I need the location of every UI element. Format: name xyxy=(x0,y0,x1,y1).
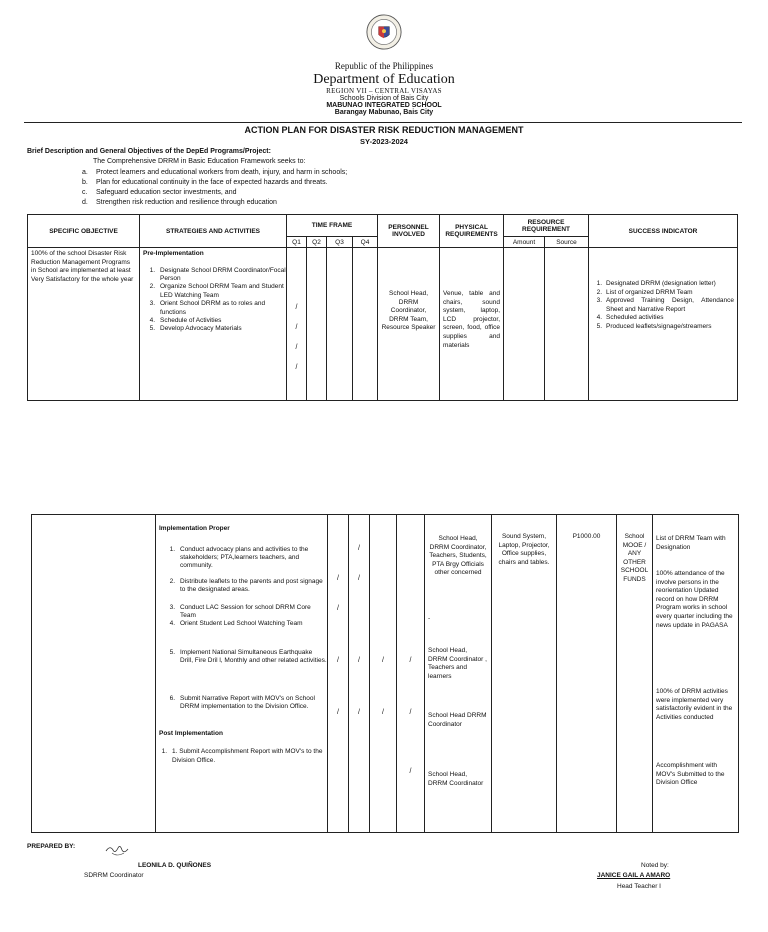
header-personnel: PERSONNEL INVOLVED xyxy=(378,215,440,248)
list-item: d. Strengthen risk reduction and resilience through education xyxy=(82,199,277,206)
document-title: ACTION PLAN FOR DISASTER RISK REDUCTION MANAGEMENT xyxy=(244,125,524,135)
strategies-cell: Implementation Proper 1. Conduct advocacy plans and activities to the stakeholders; PTA,learners teachers, and community. 2. Distribute leaflets to the parents and post signage to the designated areas. 3. Conduct LAC Session for school DRRM Core Team 4. Orient Student Led School Watching Team 5. Implement National Simultaneous Earthquake Drill, Fire Dril l, Monthly and other related activities. 6. Submit Narrative Report with MOV's on School DRRM implementation to the Division Office. Post Implementation 1. 1. Submit Accomplishment Report with MOV's to the Division Office. xyxy=(156,515,328,833)
objective-cell: 100% of the school Disaster Risk Reduction Management Programs in School are implemented at least Very Satisfactory for the whole year xyxy=(28,248,140,401)
action-plan-table-page2 xyxy=(31,514,739,833)
header-divider xyxy=(24,122,742,123)
list-item: 2. Organize School DRRM Team and Student LED Watching Team xyxy=(149,283,284,299)
list-item: 5. Produced leaflets/signage/streamers xyxy=(596,322,712,330)
header-success: SUCCESS INDICATOR xyxy=(589,215,738,248)
list-item: 4. Scheduled activities xyxy=(596,314,664,322)
signature-icon xyxy=(104,841,130,859)
noter-role: Head Teacher I xyxy=(617,883,661,890)
header-source: Source xyxy=(545,237,589,248)
school-year: SY-2023-2024 xyxy=(360,137,408,146)
amount-cell xyxy=(504,248,545,401)
list-item: 4. Orient Student Led School Watching Team xyxy=(169,619,303,627)
list-item: 2. Distribute leaflets to the parents and post signage to the designated areas. xyxy=(169,577,323,593)
list-item: 3. Approved Training Design, Attendance Sheet and Narrative Report xyxy=(596,297,735,313)
header-q4: Q4 xyxy=(353,237,378,248)
q3-cell: / / xyxy=(370,515,397,833)
action-plan-table-page1 xyxy=(27,214,738,401)
letterhead xyxy=(0,14,768,116)
header-resource: RESOURCE REQUIREMENT xyxy=(504,215,589,237)
personnel-cell: School Head, DRRM Coordinator, DRRM Team, Resource Speaker xyxy=(378,248,440,401)
table-row xyxy=(32,515,739,833)
school-name: MABUNAO INTEGRATED SCHOOL xyxy=(326,102,442,109)
list-item: 5. Develop Advocacy Materials xyxy=(149,325,242,333)
preparer-name: LEONILA D. QUIÑONES xyxy=(138,862,212,869)
header-q3: Q3 xyxy=(327,237,353,248)
source-cell: School MOOE / ANY OTHER SCHOOL FUNDS xyxy=(617,515,653,833)
q4-cell: / / / xyxy=(397,515,425,833)
list-item: c. Safeguard education sector investments, and xyxy=(82,189,237,196)
list-item: b. Plan for educational continuity in the face of expected hazards and threats. xyxy=(82,179,328,186)
personnel-cell: School Head, DRRM Coordinator, Teachers, Students, PTA Brgy Officials other concerned - School Head, DRRM Coordinator , Teachers and learners School Head DRRM Coordinator School Head, DRRM Coordinator xyxy=(425,515,492,833)
amount-cell: P1000.00 xyxy=(557,515,617,833)
objective-cell xyxy=(32,515,156,833)
list-item: 3. Orient School DRRM as to roles and functions xyxy=(149,300,266,316)
region-line: REGION VII – CENTRAL VISAYAS xyxy=(326,87,442,95)
list-item: 1. Conduct advocacy plans and activities to the stakeholders; PTA,learners teachers, and community. xyxy=(169,545,309,570)
deped-seal-icon xyxy=(366,14,402,50)
list-item: 2. List of organized DRRM Team xyxy=(596,288,693,296)
source-cell xyxy=(545,248,589,401)
list-item: 1. Designated DRRM (designation letter) xyxy=(596,280,716,287)
q2-cell: / / / / xyxy=(349,515,370,833)
preparer-role: SDRRM Coordinator xyxy=(84,872,144,879)
physical-cell: Venue, table and chairs, sound system, laptop, LCD projector, screen, food, office supplies and materials xyxy=(440,248,504,401)
q2-cell xyxy=(307,248,327,401)
header-amount: Amount xyxy=(504,237,545,248)
table-row xyxy=(28,248,738,401)
noted-by-label: Noted by: xyxy=(641,862,669,869)
list-item: 1. Designate School DRRM Coordinator/Focal Person xyxy=(149,266,286,282)
header-q2: Q2 xyxy=(307,237,327,248)
physical-cell: Sound System, Laptop, Projector, Office supplies, chairs and tables. xyxy=(492,515,557,833)
list-item: 4. Schedule of Activities xyxy=(149,317,222,325)
republic-line: Republic of the Philippines xyxy=(334,61,434,71)
q4-cell xyxy=(353,248,378,401)
list-item: 3. Conduct LAC Session for school DRRM Core Team xyxy=(169,603,311,619)
q3-cell xyxy=(327,248,353,401)
header-time-frame: TIME FRAME xyxy=(287,215,378,237)
list-item: 6. Submit Narrative Report with MOV's on School DRRM implementation to the Division Office. xyxy=(169,694,315,710)
q1-cell: / / / / xyxy=(328,515,349,833)
list-item: 1. 1. Submit Accomplishment Report with MOV's to the Division Office. xyxy=(161,748,323,764)
strategies-cell: Pre-Implementation 1. Designate School DRRM Coordinator/Focal Person 2. Organize School DRRM Team and Student LED Watching Team 3. Orient School DRRM as to roles and functions 4. Schedule of Activities 5. Develop Advocacy Materials xyxy=(140,248,287,401)
header-physical: PHYSICAL REQUIREMENTS xyxy=(440,215,504,248)
department-name: Department of Education xyxy=(313,72,455,87)
success-cell: List of DRRM Team with Designation 100% attendance of the involve persons in the reorientation Updated record on how DRRM Program works in school every quarter including the news update in PAGASA 100% of DRRM activities were implemented very satisfactorily evident in the Activities conducted Accomplishment with MOV's Submitted to the Division Office xyxy=(653,515,739,833)
noter-name: JANICE GAIL A AMARO xyxy=(597,872,671,879)
division-line: Schools Division of Bais City xyxy=(339,95,429,102)
list-item: 5. Implement National Simultaneous Earthquake Drill, Fire Dril l, Monthly and other related activities. xyxy=(169,648,327,664)
q1-cell: / / / / xyxy=(287,248,307,401)
header-q1: Q1 xyxy=(287,237,307,248)
list-item: a. Protect learners and educational workers from death, injury, and harm in schools; xyxy=(82,169,348,176)
school-address: Barangay Mabunao, Bais City xyxy=(334,109,434,116)
header-specific-objective: SPECIFIC OBJECTIVE xyxy=(28,215,140,248)
brief-heading: Brief Description and General Objectives of the DepEd Programs/Project: xyxy=(27,148,271,155)
objectives-list xyxy=(82,168,347,208)
prepared-by-label: PREPARED BY: xyxy=(27,843,76,850)
success-cell xyxy=(589,248,738,401)
header-strategies: STRATEGIES AND ACTIVITIES xyxy=(140,215,287,248)
brief-intro: The Comprehensive DRRM in Basic Education Framework seeks to: xyxy=(93,158,306,165)
